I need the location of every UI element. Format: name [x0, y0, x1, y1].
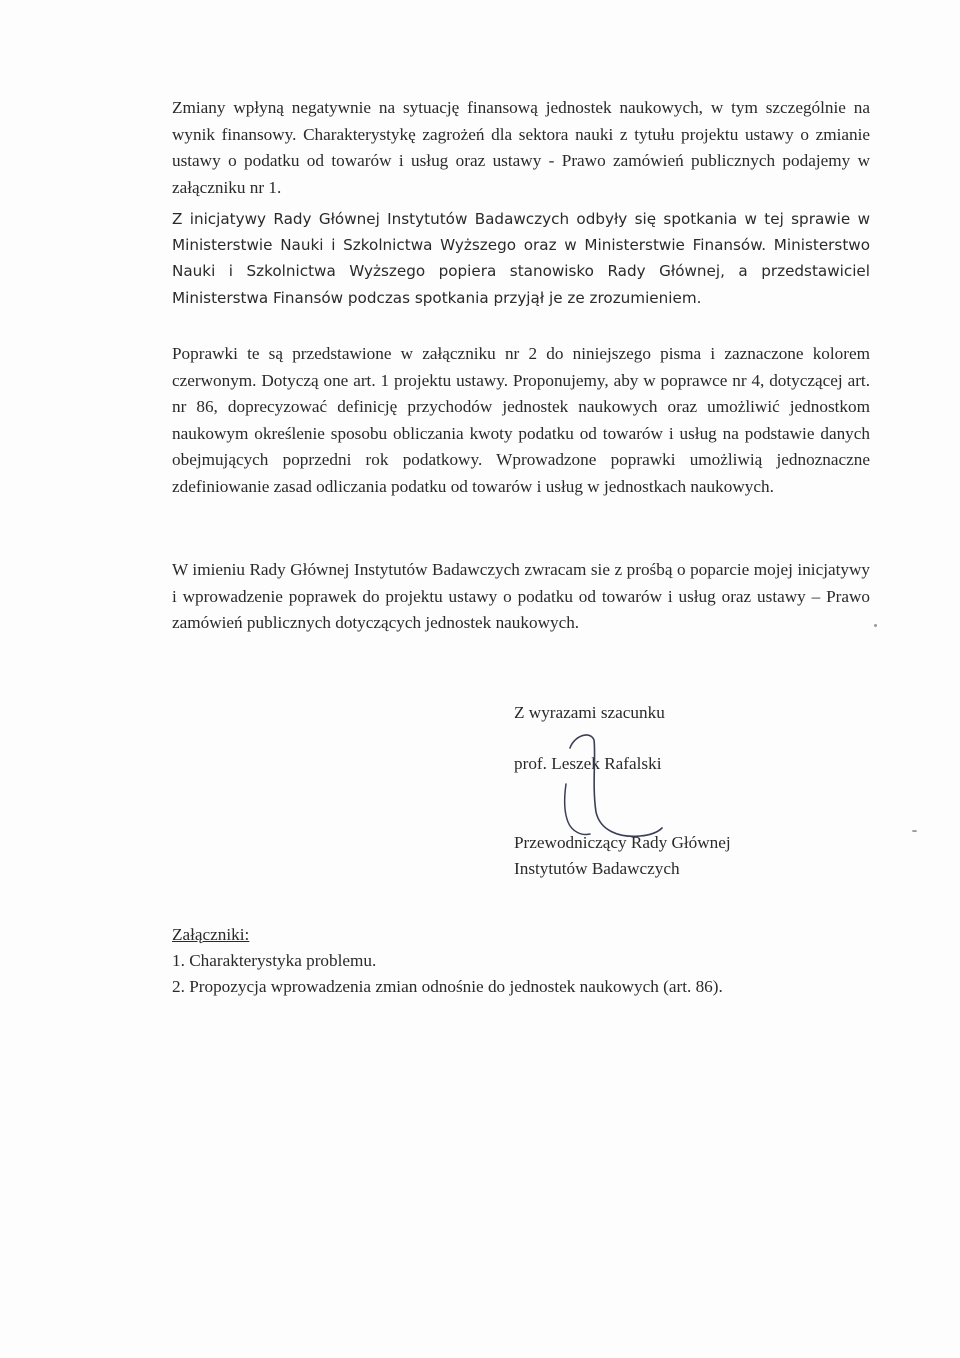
signer-role-line1: Przewodniczący Rady Głównej — [514, 833, 731, 852]
paragraph-amendments: Poprawki te są przedstawione w załączniku nr 2 do niniejszego pisma i zaznaczone kolorem czerwonym. Dotyczą one art. 1 projektu ustawy. Proponujemy, aby w poprawce nr 4, dotyczącej art. nr 86, doprecyzować definicję przychodów jednostek naukowych oraz umożliwić jednostkom naukowym określenie sposobu obliczania kwoty podatku od towarów i usług na podstawie danych obejmujących poprzedni rok podatkowy. Wprowadzone poprawki umożliwią jednoznaczne zdefiniowanie zasad odliczania podatku od towarów i usług w jednostkach naukowych. — [172, 344, 870, 496]
handwritten-signature — [548, 726, 688, 856]
signer-role-line2: Instytutów Badawczych — [514, 859, 680, 878]
scan-speck — [912, 830, 917, 832]
closing-salutation: Z wyrazami szacunku — [514, 703, 665, 722]
paragraph-request: W imieniu Rady Głównej Instytutów Badawczych zwracam sie z prośbą o poparcie mojej inicjatywy i wprowadzenie poprawek do projektu ustawy o podatku od towarów i usług oraz ustawy – Prawo zamówień publicznych dotyczących jednostek naukowych. — [172, 560, 870, 633]
signer-name: prof. Leszek Rafalski — [514, 754, 662, 773]
attachments-title: Załączniki: — [172, 925, 250, 944]
attachment-item: 1. Charakterystyka problemu. — [172, 951, 377, 970]
scan-speck — [874, 624, 877, 627]
attachment-item: 2. Propozycja wprowadzenia zmian odnośnie do jednostek naukowych (art. 86). — [172, 977, 723, 996]
paragraph-financial-impact: Zmiany wpłyną negatywnie na sytuację finansową jednostek naukowych, w tym szczególnie na wynik finansowy. Charakterystykę zagrożeń dla sektora nauki z tytułu projektu ustawy o zmianie ustawy o podatku od towarów i usług oraz ustawy - Prawo zamówień publicznych podajemy w załączniku nr 1. — [172, 98, 870, 197]
paragraph-meetings: Z inicjatywy Rady Głównej Instytutów Badawczych odbyły się spotkania w tej sprawie w Ministerstwie Nauki i Szkolnictwa Wyższego oraz w Ministerstwie Finansów. Ministerstwo Nauki i Szkolnictwa Wyższego popiera stanowisko Rady Głównej, a przedstawiciel Ministerstwa Finansów podczas spotkania przyjął je ze zrozumieniem. — [172, 210, 870, 307]
